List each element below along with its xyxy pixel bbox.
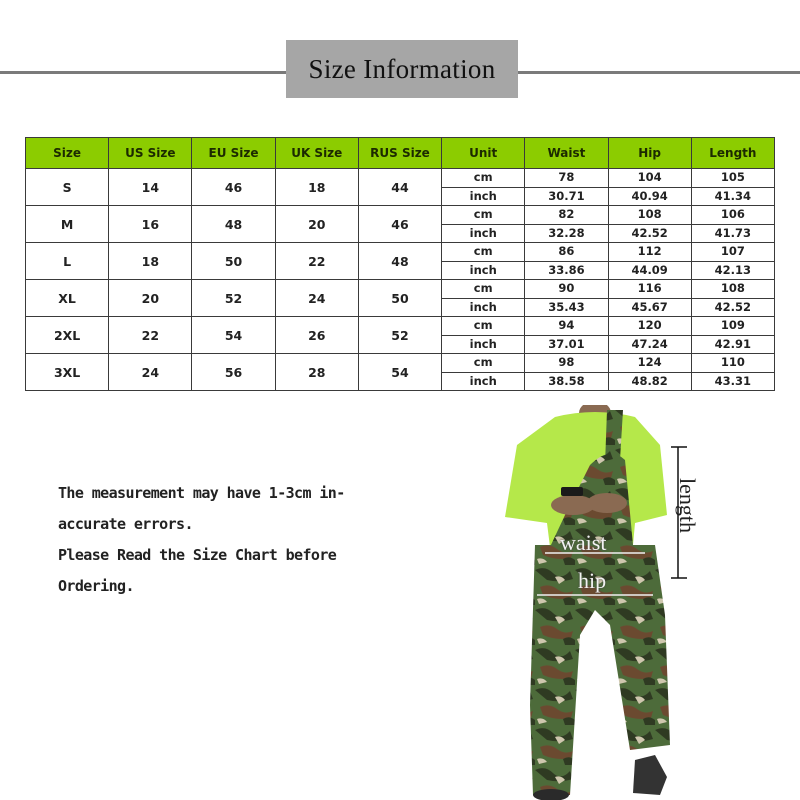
table-row	[26, 354, 775, 373]
unit-cell: cm	[442, 206, 525, 225]
table-row	[26, 280, 775, 299]
model-figure	[495, 405, 705, 800]
waist-cell: 98	[525, 354, 608, 373]
us-size-cell: 22	[109, 317, 192, 354]
length-label: length	[675, 478, 700, 533]
waist-cell: 86	[525, 243, 608, 262]
unit-cell: inch	[442, 372, 525, 391]
unit-cell: cm	[442, 169, 525, 188]
waist-cell: 38.58	[525, 372, 608, 391]
uk-size-cell: 20	[275, 206, 358, 243]
waist-cell: 30.71	[525, 187, 608, 206]
rus-size-cell: 44	[358, 169, 441, 206]
header-rus-size: RUS Size	[358, 138, 441, 169]
hip-label: hip	[578, 568, 607, 593]
length-cell: 41.73	[691, 224, 774, 243]
hip-cell: 104	[608, 169, 691, 188]
hip-cell: 120	[608, 317, 691, 336]
rus-size-cell: 52	[358, 317, 441, 354]
size-cell: S	[26, 169, 109, 206]
header-size: Size	[26, 138, 109, 169]
hip-cell: 44.09	[608, 261, 691, 280]
hip-cell: 108	[608, 206, 691, 225]
rus-size-cell: 54	[358, 354, 441, 391]
unit-cell: cm	[442, 280, 525, 299]
waist-cell: 94	[525, 317, 608, 336]
us-size-cell: 20	[109, 280, 192, 317]
unit-cell: cm	[442, 354, 525, 373]
unit-cell: inch	[442, 224, 525, 243]
size-chart-table	[25, 137, 775, 391]
header-length: Length	[691, 138, 774, 169]
hip-cell: 112	[608, 243, 691, 262]
table-row	[26, 206, 775, 225]
header-unit: Unit	[442, 138, 525, 169]
length-cell: 43.31	[691, 372, 774, 391]
waist-cell: 78	[525, 169, 608, 188]
hip-cell: 47.24	[608, 335, 691, 354]
hip-cell: 45.67	[608, 298, 691, 317]
length-cell: 110	[691, 354, 774, 373]
length-cell: 107	[691, 243, 774, 262]
unit-cell: inch	[442, 261, 525, 280]
rus-size-cell: 48	[358, 243, 441, 280]
header-uk-size: UK Size	[275, 138, 358, 169]
table-row	[26, 317, 775, 336]
us-size-cell: 14	[109, 169, 192, 206]
eu-size-cell: 48	[192, 206, 275, 243]
length-cell: 41.34	[691, 187, 774, 206]
unit-cell: cm	[442, 243, 525, 262]
uk-size-cell: 18	[275, 169, 358, 206]
length-cell: 105	[691, 169, 774, 188]
us-size-cell: 24	[109, 354, 192, 391]
length-cell: 108	[691, 280, 774, 299]
waist-label: waist	[560, 530, 607, 555]
us-size-cell: 18	[109, 243, 192, 280]
waist-cell: 82	[525, 206, 608, 225]
measurement-note	[58, 478, 418, 602]
eu-size-cell: 52	[192, 280, 275, 317]
waist-cell: 35.43	[525, 298, 608, 317]
length-cell: 42.13	[691, 261, 774, 280]
eu-size-cell: 54	[192, 317, 275, 354]
table-header-row	[26, 138, 775, 169]
hip-cell: 124	[608, 354, 691, 373]
size-cell: L	[26, 243, 109, 280]
size-cell: M	[26, 206, 109, 243]
eu-size-cell: 46	[192, 169, 275, 206]
hip-cell: 48.82	[608, 372, 691, 391]
eu-size-cell: 50	[192, 243, 275, 280]
waist-cell: 90	[525, 280, 608, 299]
length-cell: 42.91	[691, 335, 774, 354]
header-waist: Waist	[525, 138, 608, 169]
note-line: Ordering.	[58, 577, 134, 595]
length-cell: 109	[691, 317, 774, 336]
hip-cell: 42.52	[608, 224, 691, 243]
note-line: The measurement may have 1-3cm in-	[58, 484, 345, 502]
waist-cell: 33.86	[525, 261, 608, 280]
hip-cell: 40.94	[608, 187, 691, 206]
unit-cell: inch	[442, 335, 525, 354]
rus-size-cell: 46	[358, 206, 441, 243]
unit-cell: cm	[442, 317, 525, 336]
unit-cell: inch	[442, 298, 525, 317]
uk-size-cell: 22	[275, 243, 358, 280]
header-hip: Hip	[608, 138, 691, 169]
header-us-size: US Size	[109, 138, 192, 169]
uk-size-cell: 24	[275, 280, 358, 317]
eu-size-cell: 56	[192, 354, 275, 391]
waist-cell: 37.01	[525, 335, 608, 354]
us-size-cell: 16	[109, 206, 192, 243]
note-line: Please Read the Size Chart before	[58, 546, 337, 564]
rus-size-cell: 50	[358, 280, 441, 317]
waist-cell: 32.28	[525, 224, 608, 243]
note-line: accurate errors.	[58, 515, 193, 533]
uk-size-cell: 26	[275, 317, 358, 354]
table-row	[26, 243, 775, 262]
hip-cell: 116	[608, 280, 691, 299]
unit-cell: inch	[442, 187, 525, 206]
length-cell: 42.52	[691, 298, 774, 317]
table-row	[26, 169, 775, 188]
uk-size-cell: 28	[275, 354, 358, 391]
header-eu-size: EU Size	[192, 138, 275, 169]
size-cell: 3XL	[26, 354, 109, 391]
page-title: Size Information	[286, 40, 518, 98]
size-cell: XL	[26, 280, 109, 317]
length-cell: 106	[691, 206, 774, 225]
size-cell: 2XL	[26, 317, 109, 354]
